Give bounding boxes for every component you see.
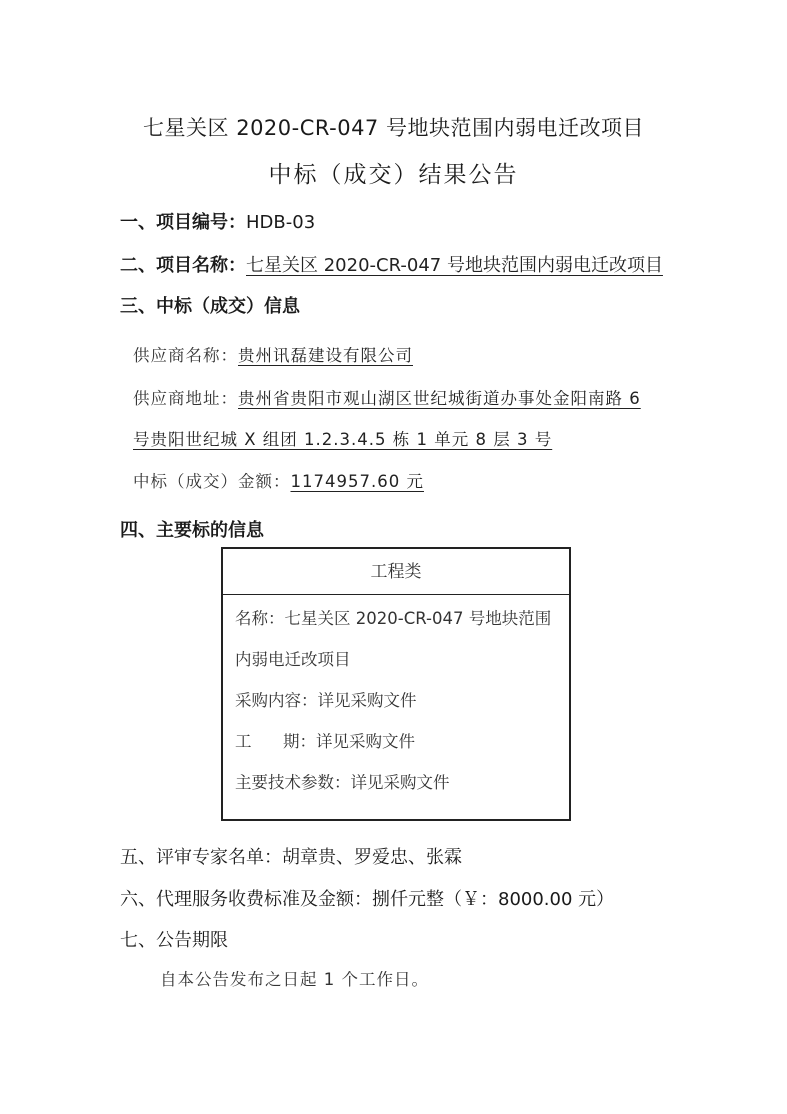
subject-name-line1: 名称：七星关区 2020-CR-047 号地块范围 xyxy=(235,609,552,628)
supplier-name-row xyxy=(133,342,413,366)
supplier-address-line2: 号贵阳世纪城 X 组团 1.2.3.4.5 栋 1 单元 8 层 3 号 xyxy=(133,430,553,449)
project-number-label: 一、项目编号： xyxy=(120,212,246,233)
subject-period: 工 期：详见采购文件 xyxy=(235,732,415,751)
section-project-number xyxy=(120,208,315,234)
supplier-address-row xyxy=(133,385,641,409)
section-award-info-heading: 三、中标（成交）信息 xyxy=(120,296,300,317)
section-notice-period-heading: 七、公告期限 xyxy=(120,930,228,951)
supplier-address-line1: 贵州省贵阳市观山湖区世纪城街道办事处金阳南路 6 xyxy=(238,389,641,408)
section-service-fee: 六、代理服务收费标准及金额：捌仟元整（￥：8000.00 元） xyxy=(120,889,615,910)
notice-period-text: 自本公告发布之日起 1 个工作日。 xyxy=(160,970,429,989)
award-amount-value: 1174957.60 元 xyxy=(290,472,424,491)
supplier-name-label: 供应商名称： xyxy=(133,346,238,365)
project-name-label: 二、项目名称： xyxy=(120,255,246,276)
document-title-line2: 中标（成交）结果公告 xyxy=(268,162,519,188)
supplier-address-label: 供应商地址： xyxy=(133,389,238,408)
subject-name-line2: 内弱电迁改项目 xyxy=(235,650,351,669)
award-amount-label: 中标（成交）金额： xyxy=(133,472,291,491)
section-project-name xyxy=(120,251,663,277)
supplier-address-continued xyxy=(133,426,552,450)
subject-tech-params: 主要技术参数：详见采购文件 xyxy=(235,773,450,792)
subject-category-header: 工程类 xyxy=(223,549,569,595)
project-name-value: 七星关区 2020-CR-047 号地块范围内弱电迁改项目 xyxy=(246,255,663,276)
project-number-value: HDB-03 xyxy=(246,212,316,233)
section-expert-list: 五、评审专家名单：胡章贵、罗爱忠、张霖 xyxy=(120,847,462,868)
subject-procurement-content: 采购内容：详见采购文件 xyxy=(235,691,417,710)
document-title-line1: 七星关区 2020-CR-047 号地块范围内弱电迁改项目 xyxy=(143,116,644,140)
subject-info-table xyxy=(221,547,571,821)
section-main-subject-heading: 四、主要标的信息 xyxy=(120,520,264,541)
award-amount-row xyxy=(133,468,424,492)
supplier-name-value: 贵州讯磊建设有限公司 xyxy=(238,346,413,365)
